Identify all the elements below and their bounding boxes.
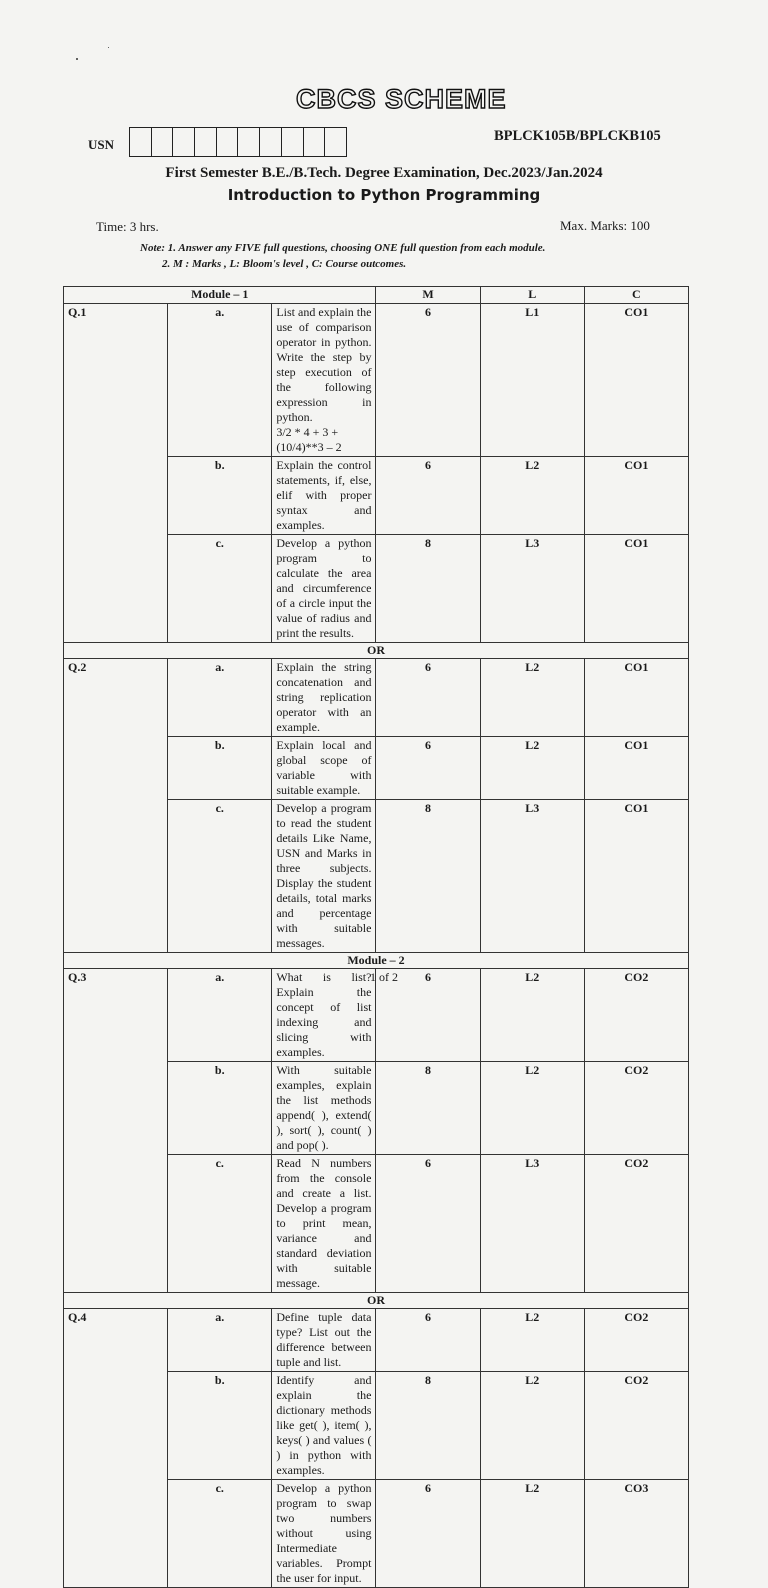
subpart-label: b. — [168, 1372, 272, 1480]
col-level-header: L — [480, 287, 584, 304]
usn-box — [194, 127, 217, 157]
question-text-line: List and explain the use of comparison operator in python. Write the step by step execution of the following expression in python. — [276, 305, 372, 424]
marks-cell: 6 — [376, 969, 480, 1062]
note-line-2: 2. M : Marks , L: Bloom's level , C: Course outcomes. — [162, 258, 407, 270]
level-cell: L2 — [480, 1372, 584, 1480]
usn-box — [129, 127, 152, 157]
question-text: Read N numbers from the console and create a list. Develop a program to print mean, variance and standard deviation with suitable message. — [272, 1155, 376, 1293]
level-cell: L2 — [480, 1309, 584, 1372]
subpart-label: a. — [168, 969, 272, 1062]
or-divider: OR — [64, 643, 689, 659]
marks-cell: 6 — [376, 1155, 480, 1293]
question-text: Develop a python program to swap two numbers without using Intermediate variables. Prompt the user for input. — [272, 1480, 376, 1588]
level-cell: L2 — [480, 969, 584, 1062]
question-number: Q.1 — [64, 304, 168, 643]
subpart-label: c. — [168, 1480, 272, 1588]
module-header-row — [64, 287, 689, 304]
note-line-1: Note: 1. Answer any FIVE full questions, choosing ONE full question from each module. — [140, 242, 546, 254]
usn-box — [259, 127, 282, 157]
usn-label: USN — [88, 137, 115, 152]
co-cell: CO2 — [584, 1062, 688, 1155]
level-cell: L1 — [480, 304, 584, 457]
question-row — [64, 1309, 689, 1372]
co-cell: CO1 — [584, 659, 688, 737]
subject-title: Introduction to Python Programming — [227, 186, 541, 204]
level-cell: L3 — [480, 535, 584, 643]
subpart-label: b. — [168, 1062, 272, 1155]
question-table — [63, 286, 689, 1588]
question-text: What is list? Explain the concept of list indexing and slicing with examples. — [272, 969, 376, 1062]
co-cell: CO2 — [584, 969, 688, 1062]
co-cell: CO2 — [584, 1155, 688, 1293]
subject-code: BPLCK105B/BPLCKB105 — [494, 128, 661, 144]
question-text — [272, 304, 376, 457]
co-cell: CO2 — [584, 1372, 688, 1480]
co-cell: CO1 — [584, 737, 688, 800]
question-text: Explain the string concatenation and string replication operator with an example. — [272, 659, 376, 737]
question-text: Explain the control statements, if, else, elif with proper syntax and examples. — [272, 457, 376, 535]
subpart-label: a. — [168, 659, 272, 737]
question-text: Explain local and global scope of variable with suitable example. — [272, 737, 376, 800]
usn-box — [324, 127, 347, 157]
usn-boxes — [130, 127, 347, 157]
marks-cell: 6 — [376, 1309, 480, 1372]
question-text: With suitable examples, explain the list methods append( ), extend( ), sort( ), count( ) and pop( ). — [272, 1062, 376, 1155]
or-row — [64, 643, 689, 659]
co-cell: CO1 — [584, 535, 688, 643]
scan-speck — [76, 58, 78, 60]
co-cell: CO1 — [584, 457, 688, 535]
marks-cell: 8 — [376, 535, 480, 643]
question-text: Identify and explain the dictionary methods like get( ), item( ), keys( ) and values ( ) in python with examples. — [272, 1372, 376, 1480]
page-number: 1 of 2 — [370, 970, 398, 984]
question-expression: 3/2 * 4 + 3 + (10/4)**3 – 2 — [276, 425, 342, 454]
marks-cell: 6 — [376, 304, 480, 457]
marks-cell: 6 — [376, 457, 480, 535]
marks-cell: 8 — [376, 800, 480, 953]
module-heading: Module – 1 — [64, 287, 376, 304]
usn-box — [281, 127, 304, 157]
module-heading: Module – 2 — [64, 953, 689, 969]
question-text: Develop a python program to calculate the area and circumference of a circle input the value of radius and print the results. — [272, 535, 376, 643]
subpart-label: c. — [168, 535, 272, 643]
usn-box — [151, 127, 174, 157]
subpart-label: c. — [168, 1155, 272, 1293]
marks-cell: 6 — [376, 737, 480, 800]
co-cell: CO2 — [584, 1309, 688, 1372]
usn-box — [237, 127, 260, 157]
question-row — [64, 659, 689, 737]
or-divider: OR — [64, 1293, 689, 1309]
level-cell: L2 — [480, 659, 584, 737]
level-cell: L3 — [480, 1155, 584, 1293]
question-number: Q.4 — [64, 1309, 168, 1588]
subpart-label: a. — [168, 304, 272, 457]
scan-speck — [108, 47, 109, 48]
question-number: Q.3 — [64, 969, 168, 1293]
level-cell: L2 — [480, 1480, 584, 1588]
subpart-label: b. — [168, 457, 272, 535]
col-co-header: C — [584, 287, 688, 304]
subpart-label: c. — [168, 800, 272, 953]
co-cell: CO1 — [584, 304, 688, 457]
time-allowed: Time: 3 hrs. — [96, 219, 159, 234]
max-marks: Max. Marks: 100 — [560, 218, 650, 233]
exam-title: First Semester B.E./B.Tech. Degree Examination, Dec.2023/Jan.2024 — [165, 165, 603, 181]
question-number: Q.2 — [64, 659, 168, 953]
usn-box — [172, 127, 195, 157]
level-cell: L2 — [480, 1062, 584, 1155]
co-cell: CO1 — [584, 800, 688, 953]
level-cell: L3 — [480, 800, 584, 953]
subpart-label: b. — [168, 737, 272, 800]
or-row — [64, 1293, 689, 1309]
question-text: Develop a program to read the student details Like Name, USN and Marks in three subjects. Display the student details, total marks and percentage with suitable messages. — [272, 800, 376, 953]
co-cell: CO3 — [584, 1480, 688, 1588]
marks-cell: 8 — [376, 1372, 480, 1480]
col-marks-header: M — [376, 287, 480, 304]
question-text: Define tuple data type? List out the difference between tuple and list. — [272, 1309, 376, 1372]
usn-box — [303, 127, 326, 157]
level-cell: L2 — [480, 457, 584, 535]
module-header-row — [64, 953, 689, 969]
marks-cell: 6 — [376, 1480, 480, 1588]
scheme-stamp: CBCS SCHEME — [296, 84, 507, 114]
level-cell: L2 — [480, 737, 584, 800]
marks-cell: 8 — [376, 1062, 480, 1155]
question-row — [64, 304, 689, 457]
subpart-label: a. — [168, 1309, 272, 1372]
usn-box — [216, 127, 239, 157]
marks-cell: 6 — [376, 659, 480, 737]
